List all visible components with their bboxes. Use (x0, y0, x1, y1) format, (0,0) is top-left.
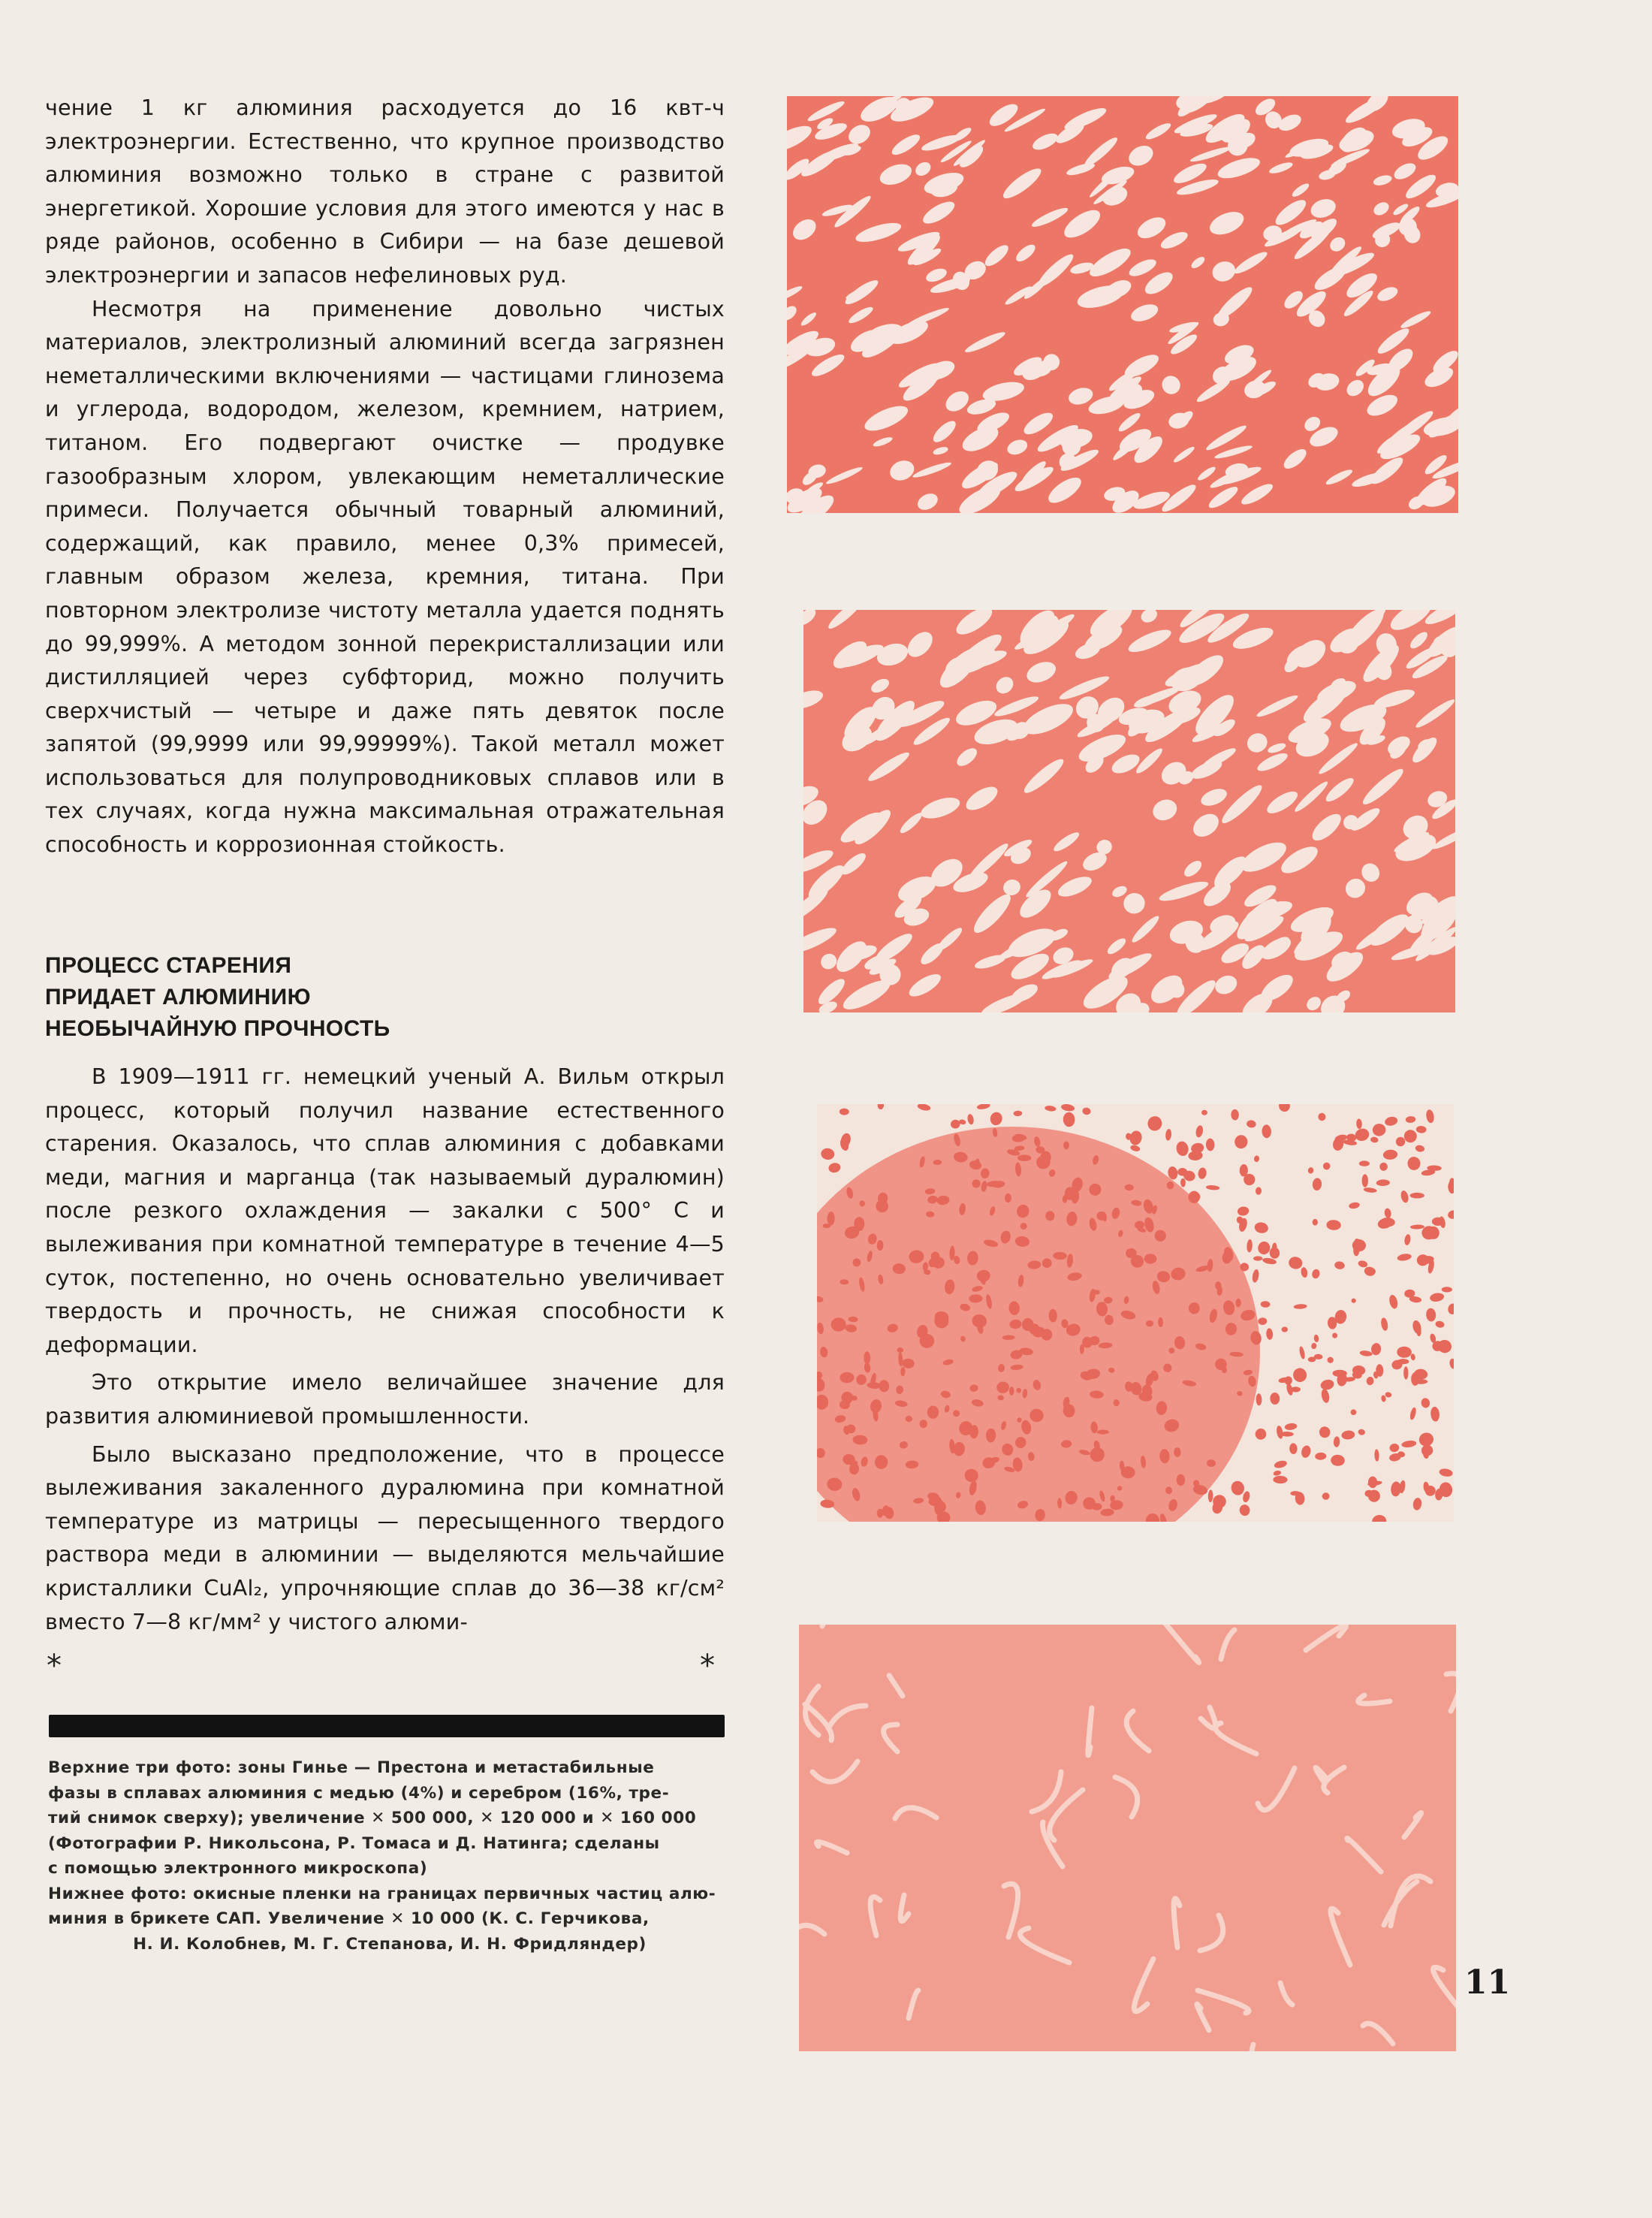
page-number: 11 (1464, 1963, 1511, 2002)
paragraph-2: Несмотря на применение довольно чистых материалов, электролизный алюминий всегда загрязнен неметаллическими включениями — частицами глинозема и углерода, водородом, железом, кремнием, натрием, титаном. Его подвергают очистке — продувке газообразным хлором, увлекающим неметаллические примеси. Получается обычный товарный алюминий, содержащий, как правило, менее 0,3% примесей, главным образом железа, кремния, титана. При повторном электролизе чистоту металла удается поднять до 99,999%. А методом зонной перекристаллизации или дистилляцией через субфторид, можно получить сверхчистый — четыре и даже пять девяток после запятой (99,9999 или 99,99999%). Такой металл может использоваться для полупроводниковых сплавов или в тех случаях, когда нужна максимальная отражательная способность и коррозионная стойкость. (45, 296, 725, 858)
caption-line: фазы в сплавах алюминия с медью (4%) и серебром (16%, тре- (48, 1783, 670, 1803)
paragraph-3: В 1909—1911 гг. немецкий ученый А. Вильм открыл процесс, который получил название естественного старения. Оказалось, что сплав алюминия с добавками меди, магния и марганца (так называемый дуралюмин) после резкого охлаждения — закалки с 500° С и вылеживания при комнатной температуре в течение 4—5 суток, постепенно, но очень основательно увеличивает твердость и прочность, не снижая способности к деформации. (45, 1064, 725, 1357)
heading-line-1: ПРОЦЕСС СТАРЕНИЯ (45, 953, 292, 978)
caption-line: Верхние три фото: зоны Гинье — Престона и метастабильные (48, 1758, 655, 1777)
caption-line: миния в брикете САП. Увеличение ✕ 10 000 (К. С. Герчикова, (48, 1909, 650, 1928)
caption-line: (Фотографии Р. Никольсона, Р. Томаса и Д. Натинга; сделаны (48, 1833, 660, 1853)
caption-line: тий снимок сверху); увеличение ✕ 500 000, ✕ 120 000 и ✕ 160 000 (48, 1809, 697, 1827)
star-left: * (47, 1649, 62, 1683)
photo-caption (48, 1755, 731, 1957)
paragraph-1: чение 1 кг алюминия расходуется до 16 квт-ч электроэнергии. Естественно, что крупное производство алюминия возможно только в стране с развитой энергетикой. Хорошие условия для этого имеются у нас в ряде районов, особенно в Сибири — на базе дешевой электроэнергии и запасов нефелиновых руд. (45, 95, 725, 288)
caption-line: Нижнее фото: окисные пленки на границах первичных частиц алю- (48, 1884, 716, 1903)
star-right: * (700, 1649, 715, 1683)
photo-micrograph-3 (817, 1104, 1454, 1522)
heading-line-3: НЕОБЫЧАЙНУЮ ПРОЧНОСТЬ (45, 1016, 390, 1041)
photo-micrograph-2 (803, 610, 1455, 1012)
divider-bar (49, 1715, 725, 1737)
section-heading (45, 950, 725, 1045)
paragraph-4: Это открытие имело величайшее значение для развития алюминиевой промышленности. (45, 1370, 725, 1429)
paragraph-5: Было высказано предположение, что в процессе вылеживания закаленного дуралюмина при комнатной температуре из матрицы — пересыщенного твердого раствора меди в алюминии — выделяются мельчайшие кристаллики CuAl₂, упрочняющие сплав до 36—38 кг/см² вместо 7—8 кг/мм² у чистого алюми- (45, 1441, 725, 1634)
article-column-top (45, 92, 725, 862)
caption-line: с помощью электронного микроскопа) (48, 1859, 428, 1878)
heading-line-2: ПРИДАЕТ АЛЮМИНИЮ (45, 985, 311, 1009)
caption-line: Н. И. Колобнев, М. Г. Степанова, И. Н. Фридляндер) (133, 1934, 647, 1954)
photo-micrograph-4 (799, 1625, 1456, 2051)
separator-stars (45, 1649, 732, 1683)
article-column-bottom (45, 1061, 725, 1639)
photo-micrograph-1 (787, 96, 1458, 513)
